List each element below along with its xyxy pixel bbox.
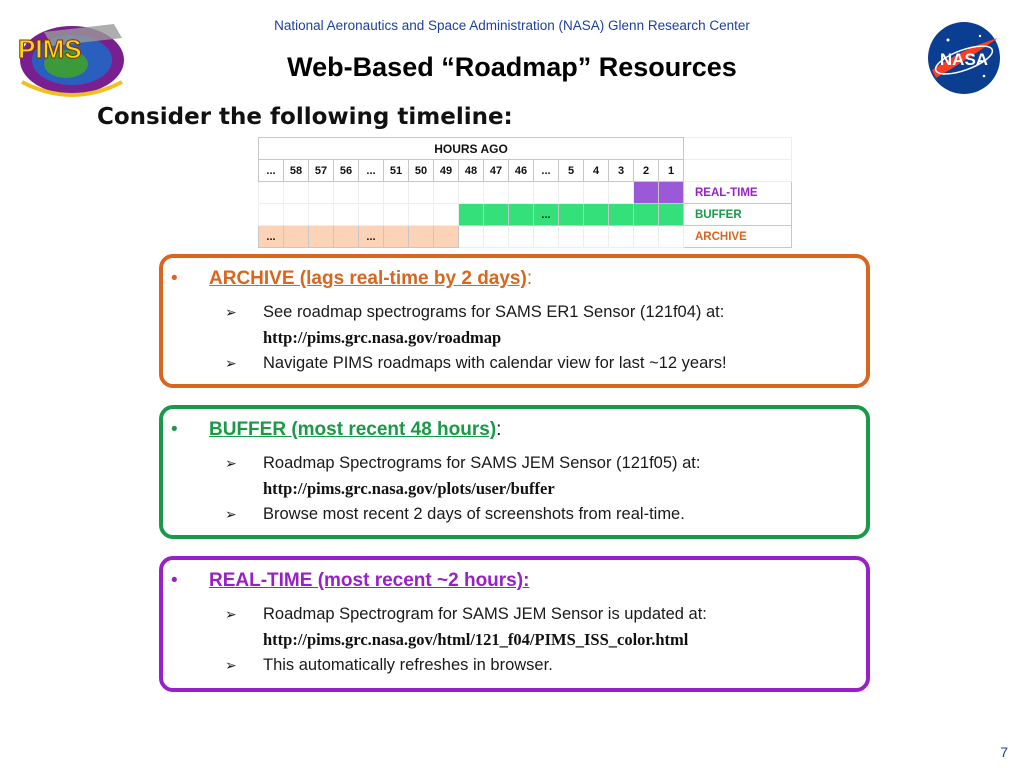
- nasa-logo-text: NASA: [939, 50, 989, 69]
- archive-cell: ...: [359, 226, 384, 248]
- hour-cell: ...: [534, 160, 559, 182]
- hour-cell: 5: [559, 160, 584, 182]
- buffer-callout: [159, 405, 870, 539]
- arrow-bullet-icon: ➢: [225, 657, 237, 673]
- archive-cell: [409, 226, 434, 248]
- buffer-cell: [634, 204, 659, 226]
- hour-cell: 1: [659, 160, 684, 182]
- timeline-table: [258, 137, 792, 248]
- archive-cell: [384, 226, 409, 248]
- archive-heading: • ARCHIVE (lags real-time by 2 days):: [171, 268, 533, 289]
- realtime-row: [259, 182, 792, 204]
- hour-cell: 46: [509, 160, 534, 182]
- pims-logo-text: PIMS: [18, 34, 82, 64]
- hour-cell: 56: [334, 160, 359, 182]
- arrow-bullet-icon: ➢: [225, 304, 237, 320]
- buffer-cell: [459, 204, 484, 226]
- arrow-bullet-icon: ➢: [225, 455, 237, 471]
- hour-cell: 50: [409, 160, 434, 182]
- archive-cell: [284, 226, 309, 248]
- archive-row: [259, 226, 792, 248]
- buffer-plots-link[interactable]: http://pims.grc.nasa.gov/plots/user/buffer: [263, 479, 555, 498]
- slide-subtitle: Consider the following timeline:: [97, 104, 513, 130]
- bullet-icon: •: [171, 268, 178, 289]
- archive-title: ARCHIVE (lags real-time by 2 days): [209, 268, 527, 289]
- hours-ago-header: HOURS AGO: [259, 138, 684, 160]
- arrow-bullet-icon: ➢: [225, 606, 237, 622]
- buffer-cell: [509, 204, 534, 226]
- arrow-bullet-icon: ➢: [225, 506, 237, 522]
- organization-header: National Aeronautics and Space Administration (NASA) Glenn Research Center: [274, 18, 750, 33]
- buffer-cell: [559, 204, 584, 226]
- archive-callout: [159, 254, 870, 388]
- hour-cell: ...: [359, 160, 384, 182]
- hours-row: [259, 160, 792, 182]
- slide-title: Web-Based “Roadmap” Resources: [287, 52, 737, 82]
- page-number: 7: [1000, 744, 1008, 760]
- realtime-color-link[interactable]: http://pims.grc.nasa.gov/html/121_f04/PIMS_ISS_color.html: [263, 630, 689, 649]
- realtime-callout: [159, 556, 870, 692]
- bullet-icon: •: [171, 419, 178, 440]
- archive-cell: [434, 226, 459, 248]
- realtime-cell: [659, 182, 684, 204]
- arrow-bullet-icon: ➢: [225, 355, 237, 371]
- archive-item-1: ➢ See roadmap spectrograms for SAMS ER1 Sensor (121f04) at:: [225, 303, 725, 321]
- buffer-cell: [609, 204, 634, 226]
- buffer-cell: [659, 204, 684, 226]
- buffer-item-1: ➢ Roadmap Spectrograms for SAMS JEM Sensor (121f05) at:: [225, 454, 701, 472]
- realtime-cell: [634, 182, 659, 204]
- buffer-cell: [584, 204, 609, 226]
- buffer-label: BUFFER: [684, 204, 792, 226]
- hour-cell: 49: [434, 160, 459, 182]
- realtime-heading: [171, 570, 529, 592]
- archive-cell: [334, 226, 359, 248]
- buffer-cell: ...: [534, 204, 559, 226]
- hour-cell: 51: [384, 160, 409, 182]
- buffer-item-2: ➢ Browse most recent 2 days of screenshots from real-time.: [225, 505, 685, 523]
- buffer-title: BUFFER (most recent 48 hours): [209, 419, 497, 440]
- archive-roadmap-link[interactable]: http://pims.grc.nasa.gov/roadmap: [263, 328, 502, 347]
- realtime-item-1: ➢ Roadmap Spectrogram for SAMS JEM Sensor is updated at:: [225, 605, 707, 623]
- realtime-label: REAL-TIME: [684, 182, 792, 204]
- hour-cell: 57: [309, 160, 334, 182]
- archive-cell: [309, 226, 334, 248]
- archive-label: ARCHIVE: [684, 226, 792, 248]
- hour-cell: ...: [259, 160, 284, 182]
- buffer-row: [259, 204, 792, 226]
- hour-cell: 3: [609, 160, 634, 182]
- hour-cell: 47: [484, 160, 509, 182]
- realtime-item-2: ➢ This automatically refreshes in browser.: [225, 656, 553, 674]
- buffer-cell: [484, 204, 509, 226]
- hour-cell: 48: [459, 160, 484, 182]
- bullet-icon: •: [171, 570, 178, 591]
- hour-cell: 58: [284, 160, 309, 182]
- realtime-title: REAL-TIME (most recent ~2 hours):: [209, 570, 530, 591]
- buffer-heading: • BUFFER (most recent 48 hours):: [171, 419, 502, 440]
- hour-cell: 2: [634, 160, 659, 182]
- archive-item-2: ➢ Navigate PIMS roadmaps with calendar view for last ~12 years!: [225, 354, 727, 372]
- archive-cell: ...: [259, 226, 284, 248]
- hour-cell: 4: [584, 160, 609, 182]
